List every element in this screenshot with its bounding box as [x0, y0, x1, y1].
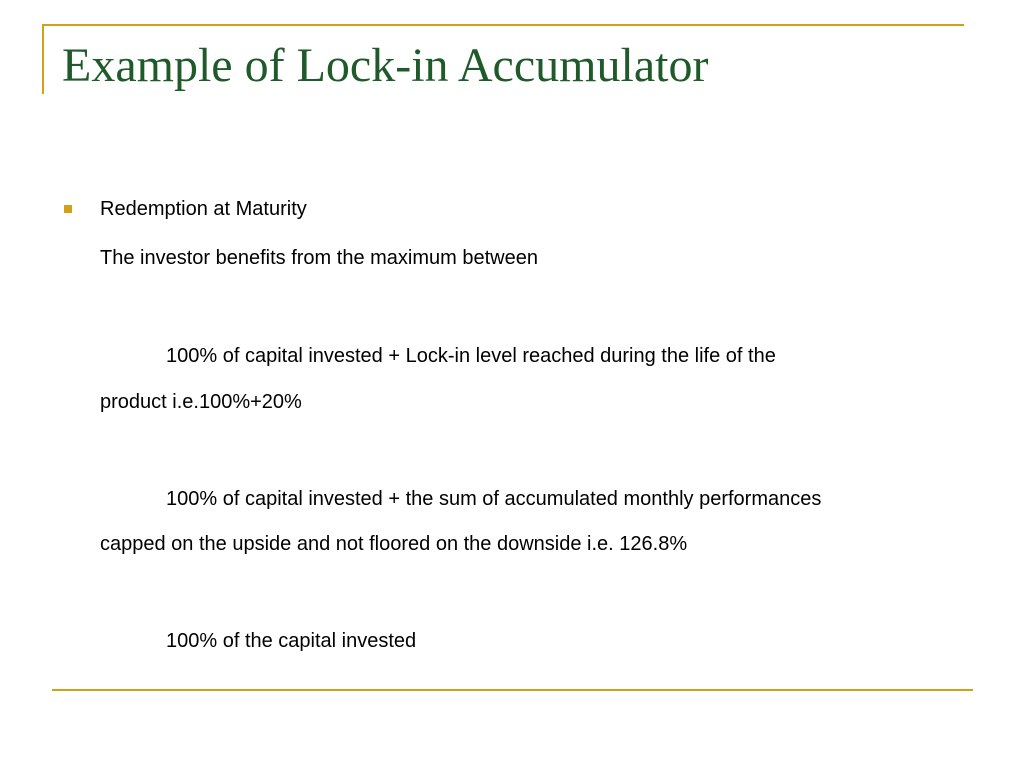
- bottom-rule: [52, 689, 973, 691]
- option1-line1: 100% of capital invested + Lock-in level reached during the life of the: [166, 345, 776, 367]
- intro-text: The investor benefits from the maximum between: [100, 247, 538, 269]
- bullet-heading: Redemption at Maturity: [100, 198, 307, 220]
- option1-line2: product i.e.100%+20%: [100, 391, 302, 413]
- option2-line2: capped on the upside and not floored on the downside i.e. 126.8%: [100, 533, 688, 555]
- frame-top-rule: [42, 24, 964, 26]
- frame-left-rule: [42, 24, 44, 94]
- option2-line1: 100% of capital invested + the sum of accumulated monthly performances: [166, 488, 822, 510]
- option3-line1: 100% of the capital invested: [166, 630, 417, 652]
- slide-title: Example of Lock-in Accumulator: [62, 39, 709, 92]
- bullet-square-icon: [64, 205, 72, 213]
